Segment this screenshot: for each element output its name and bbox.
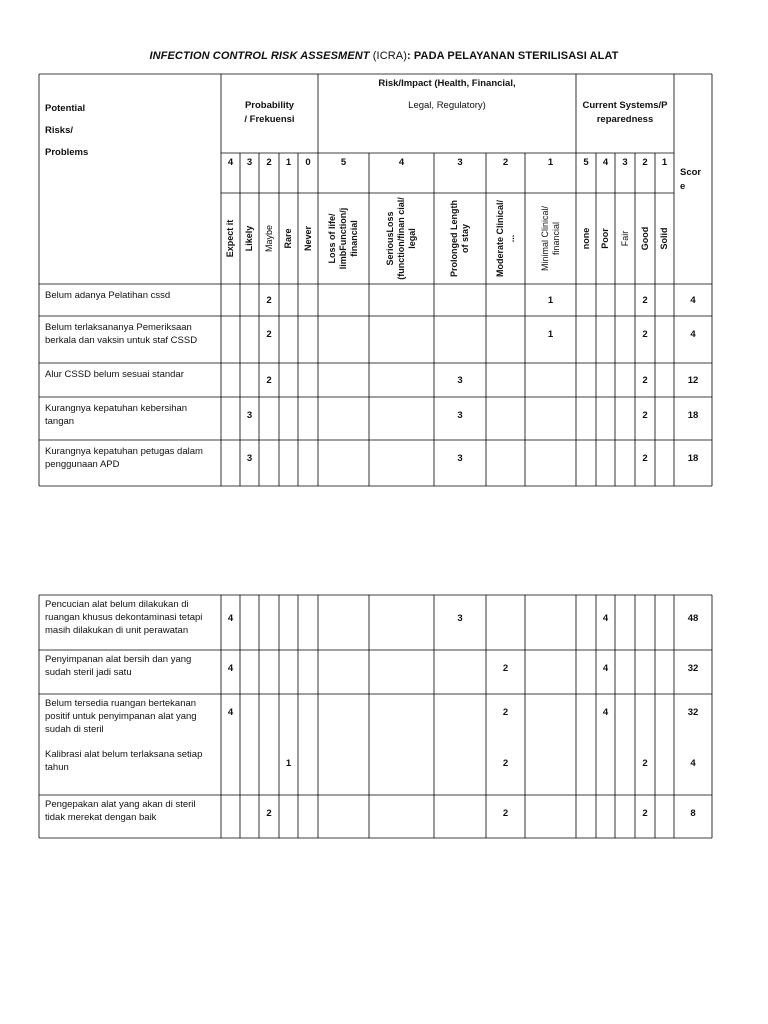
header-current-systems: Current Systems/Preparedness [582, 100, 668, 125]
impact-label-0: Loss of life/ limbFunction/j financial [327, 207, 359, 270]
risk-description: Kurangnya kepatuhan petugas dalam penggunaan APD [45, 446, 203, 470]
title-rest: : PADA PELAYANAN STERILISASI ALAT [407, 50, 619, 62]
score-value: 32 [687, 662, 699, 674]
impact-value: 1 [547, 328, 554, 340]
probability-value: 4 [227, 612, 234, 624]
score-value: 12 [687, 374, 699, 386]
prob-label-4: Never [302, 225, 313, 252]
header-potential-line: Potential [45, 103, 86, 114]
probability-score-4: 0 [305, 157, 311, 168]
probability-value: 3 [246, 409, 253, 421]
sys-label-4: Solid [659, 227, 669, 250]
probability-score-3: 1 [285, 157, 292, 168]
risk-description: Belum terlaksananya Pemeriksaan berkala dan vaksin untuk staf CSSD [45, 322, 198, 346]
impact-score-4: 1 [547, 157, 554, 168]
impact-label-1: SeriousLoss (function/finan cial/ legal [385, 197, 417, 280]
header-potential-risks [45, 98, 88, 164]
sys-label-2: Fair [619, 230, 630, 247]
probability-value: 2 [266, 294, 272, 306]
header-risk-impact-line1: Risk/Impact (Health, Financial, [378, 78, 516, 89]
probability-value: 4 [227, 706, 234, 718]
system-value: 4 [602, 612, 609, 624]
system-value: 4 [602, 662, 609, 674]
system-score-2: 3 [622, 157, 628, 168]
impact-value: 3 [457, 409, 463, 421]
system-value: 4 [602, 706, 609, 718]
system-value: 2 [642, 328, 648, 340]
score-value: 32 [687, 706, 699, 718]
score-value: 18 [687, 452, 699, 464]
header-potential-line: Risks/ [45, 125, 73, 136]
impact-value: 2 [502, 757, 509, 769]
header-risk-impact-line2: Legal, Regulatory) [408, 100, 486, 111]
system-value: 2 [642, 409, 648, 421]
system-value: 2 [642, 757, 648, 769]
risk-description: Pencucian alat belum dilakukan di ruangan khusus dekontaminasi tetapi masih dilakukan di unit perawatan [45, 599, 203, 636]
risk-description: Penyimpanan alat bersih dan yang sudah steril jadi satu [45, 654, 192, 678]
impact-label-2: Prolonged Length of stay [449, 200, 470, 277]
sys-label-3: Good [639, 226, 650, 251]
title-paren: (ICRA) [369, 50, 407, 62]
probability-value: 4 [227, 662, 234, 674]
probability-value: 2 [266, 328, 272, 340]
system-value: 2 [642, 374, 648, 386]
impact-value: 2 [502, 706, 509, 718]
impact-score-2: 3 [457, 157, 463, 168]
system-score-3: 2 [642, 157, 648, 168]
risk-description: Belum tersedia ruangan bertekanan positif untuk penyimpanan alat yang sudah di steril [45, 698, 197, 735]
score-value: 18 [687, 409, 699, 421]
prob-label-1: Likely [244, 225, 254, 252]
header-probability: Probability / Frekuensi [244, 100, 295, 125]
prob-label-2: Maybe [263, 225, 274, 253]
impact-value: 2 [502, 807, 509, 819]
impact-label-3: Moderate Clinical/ ... [494, 199, 516, 278]
impact-label-4: Minimal Clinical/ financial [539, 206, 561, 272]
impact-value: 2 [502, 662, 509, 674]
score-value: 4 [690, 757, 696, 769]
system-value: 2 [642, 452, 648, 464]
sys-label-1: Poor [600, 228, 610, 249]
prob-label-3: Rare [283, 228, 293, 249]
impact-score-0: 5 [340, 157, 347, 168]
score-value: 8 [690, 807, 696, 819]
impact-value: 3 [457, 612, 463, 624]
header-potential-line: Problems [45, 147, 89, 158]
system-value: 2 [642, 294, 648, 306]
risk-description: Alur CSSD belum sesuai standar [45, 369, 184, 380]
system-score-4: 1 [661, 157, 668, 168]
system-score-1: 4 [602, 157, 609, 168]
impact-value: 1 [547, 294, 554, 306]
system-score-0: 5 [583, 157, 589, 168]
probability-score-1: 3 [246, 157, 253, 168]
impact-score-3: 2 [502, 157, 509, 168]
system-value: 2 [642, 807, 648, 819]
impact-value: 3 [457, 452, 463, 464]
probability-value: 2 [266, 374, 272, 386]
impact-score-1: 4 [398, 157, 405, 168]
probability-score-2: 2 [266, 157, 272, 168]
sys-label-0: none [580, 227, 591, 250]
score-value: 48 [687, 612, 699, 624]
probability-value: 3 [246, 452, 253, 464]
probability-value: 2 [266, 807, 272, 819]
risk-description: Kalibrasi alat belum terlaksana setiap tahun [45, 749, 203, 773]
score-value: 4 [690, 328, 696, 340]
header-score: Score [680, 167, 702, 192]
impact-value: 3 [457, 374, 463, 386]
title-italic: INFECTION CONTROL RISK ASSESMENT [149, 50, 370, 62]
probability-value: 1 [285, 757, 292, 769]
risk-description: Kurangnya kepatuhan kebersihan tangan [45, 403, 188, 427]
risk-description: Pengepakan alat yang akan di steril tidak merekat dengan baik [45, 799, 196, 823]
risk-description: Belum adanya Pelatihan cssd [45, 290, 171, 301]
probability-score-0: 4 [227, 157, 234, 168]
score-value: 4 [690, 294, 696, 306]
prob-label-0: Expect it [225, 219, 235, 258]
